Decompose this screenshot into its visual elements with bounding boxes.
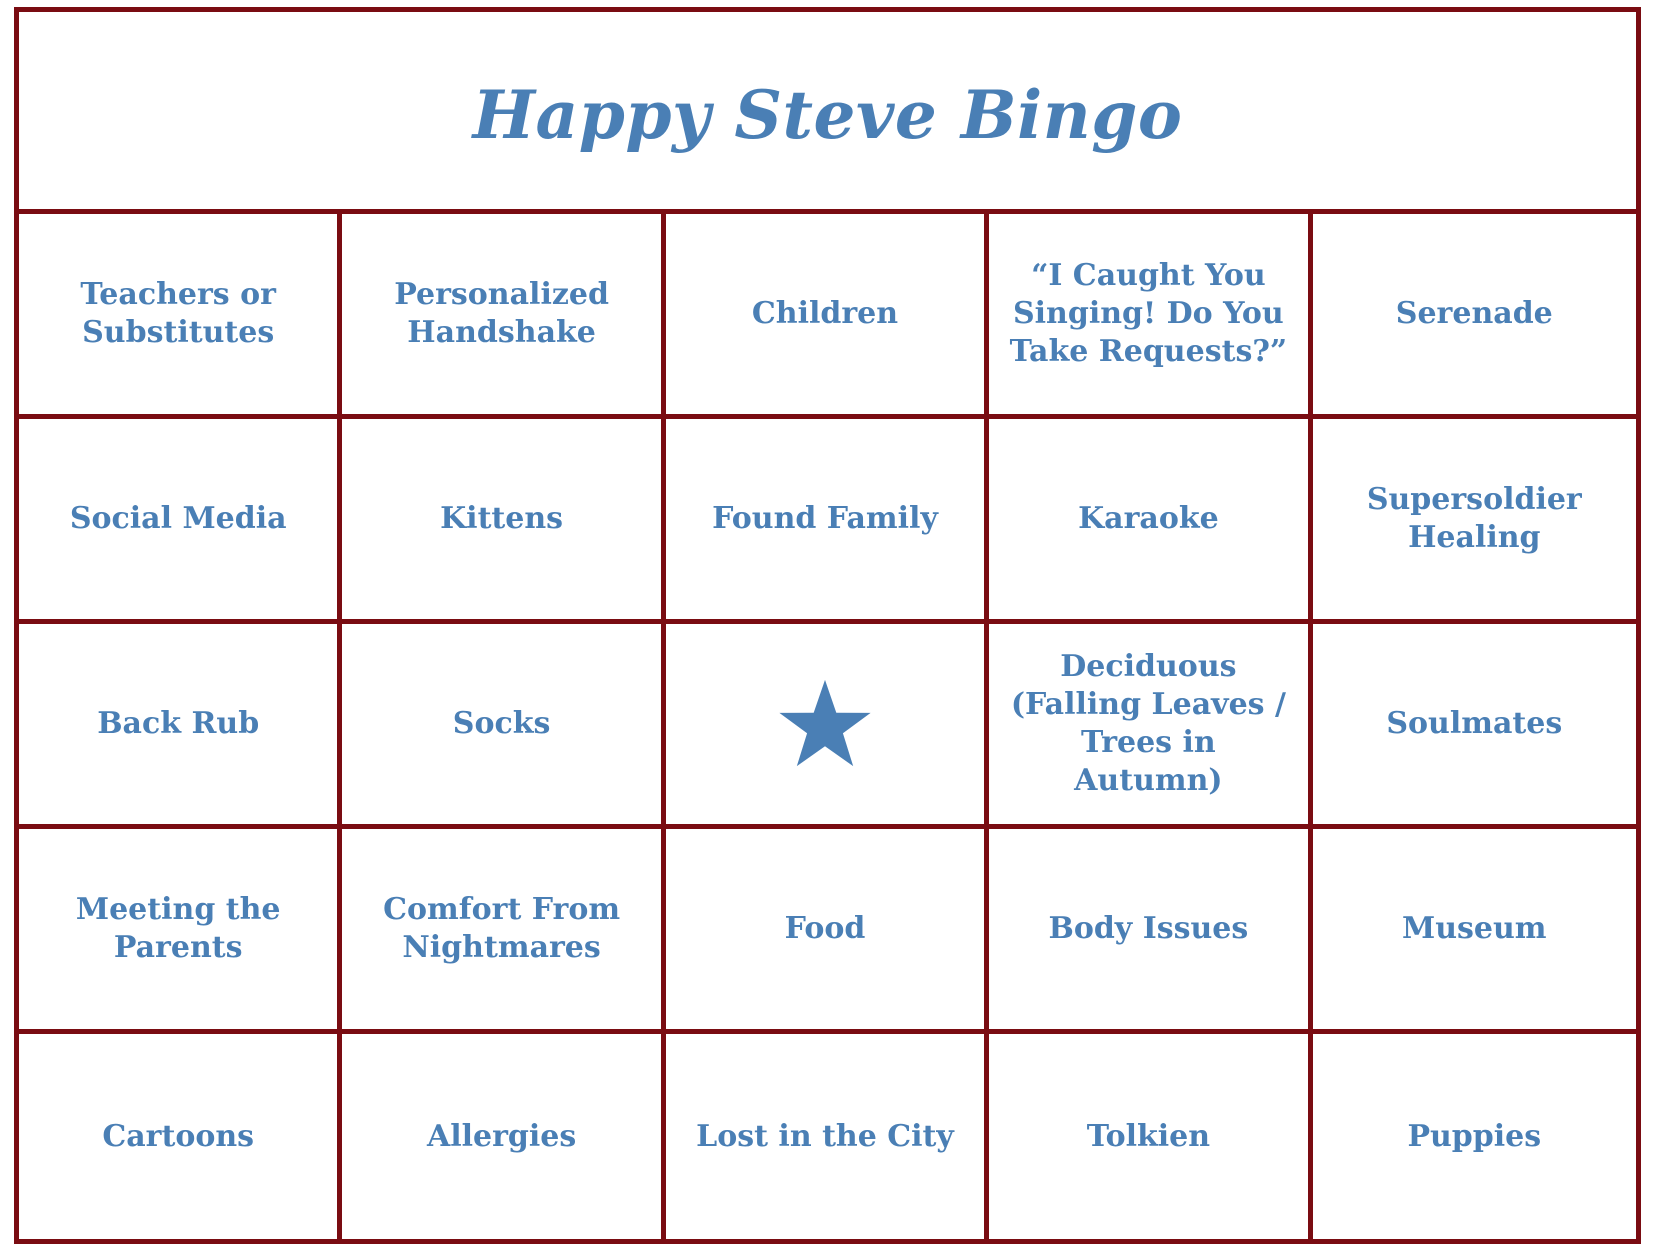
bingo-board bbox=[14, 7, 1641, 1244]
cell-label: Karaoke bbox=[1078, 501, 1219, 536]
bingo-cell[interactable] bbox=[989, 624, 1312, 829]
bingo-cell[interactable] bbox=[19, 419, 342, 624]
cell-label: Found Family bbox=[712, 501, 938, 536]
cell-label: Allergies bbox=[426, 1118, 577, 1154]
cell-label: Social Media bbox=[69, 501, 287, 536]
bingo-cell-free[interactable] bbox=[666, 624, 989, 829]
bingo-cell[interactable] bbox=[19, 829, 342, 1034]
bingo-cell[interactable] bbox=[666, 214, 989, 419]
cell-label: Food bbox=[784, 911, 866, 946]
bingo-cell[interactable] bbox=[666, 829, 989, 1034]
bingo-cell[interactable] bbox=[19, 624, 342, 829]
cell-label: Puppies bbox=[1407, 1118, 1542, 1154]
cell-label: Back Rub bbox=[97, 706, 260, 741]
cell-label: Meeting the Parents bbox=[75, 892, 281, 965]
cell-label: Comfort From Nightmares bbox=[383, 892, 621, 965]
bingo-cell[interactable] bbox=[19, 1034, 342, 1239]
bingo-cell[interactable] bbox=[666, 1034, 989, 1239]
cell-label: Lost in the City bbox=[696, 1118, 954, 1154]
cell-label: Deciduous (Falling Leaves / Trees in Autumn) bbox=[1010, 649, 1286, 798]
cell-label: Cartoons bbox=[102, 1118, 255, 1154]
bingo-cell[interactable] bbox=[1313, 214, 1636, 419]
bingo-cell[interactable] bbox=[1313, 624, 1636, 829]
cell-label: Socks bbox=[452, 706, 551, 741]
cell-label: Supersoldier Healing bbox=[1366, 482, 1582, 555]
bingo-cell[interactable] bbox=[989, 829, 1312, 1034]
bingo-cell[interactable] bbox=[989, 214, 1312, 419]
cell-label: Tolkien bbox=[1086, 1118, 1211, 1154]
cell-label: Children bbox=[751, 296, 899, 331]
bingo-cell[interactable] bbox=[342, 214, 665, 419]
bingo-cell[interactable] bbox=[1313, 419, 1636, 624]
bingo-cell[interactable] bbox=[19, 214, 342, 419]
board-header bbox=[19, 12, 1636, 214]
cell-label: Serenade bbox=[1395, 296, 1553, 331]
cell-label: Museum bbox=[1402, 911, 1547, 946]
cell-label: “I Caught You Singing! Do You Take Requests?” bbox=[1009, 258, 1288, 369]
board-title: Happy Steve Bingo bbox=[472, 75, 1183, 154]
bingo-cell[interactable] bbox=[342, 1034, 665, 1239]
bingo-cell[interactable] bbox=[342, 419, 665, 624]
cell-label: Soulmates bbox=[1386, 706, 1563, 741]
bingo-cell[interactable] bbox=[1313, 829, 1636, 1034]
bingo-cell[interactable] bbox=[989, 1034, 1312, 1239]
bingo-cell[interactable] bbox=[342, 829, 665, 1034]
bingo-cell[interactable] bbox=[666, 419, 989, 624]
bingo-cell[interactable] bbox=[342, 624, 665, 829]
bingo-cell[interactable] bbox=[989, 419, 1312, 624]
cell-label: Kittens bbox=[440, 501, 564, 536]
cell-label: Teachers or Substitutes bbox=[80, 277, 276, 350]
cell-label: Body Issues bbox=[1048, 911, 1249, 946]
bingo-cell[interactable] bbox=[1313, 1034, 1636, 1239]
star-icon bbox=[777, 678, 873, 770]
cell-label: Personalized Handshake bbox=[394, 277, 609, 350]
bingo-grid bbox=[19, 214, 1636, 1239]
